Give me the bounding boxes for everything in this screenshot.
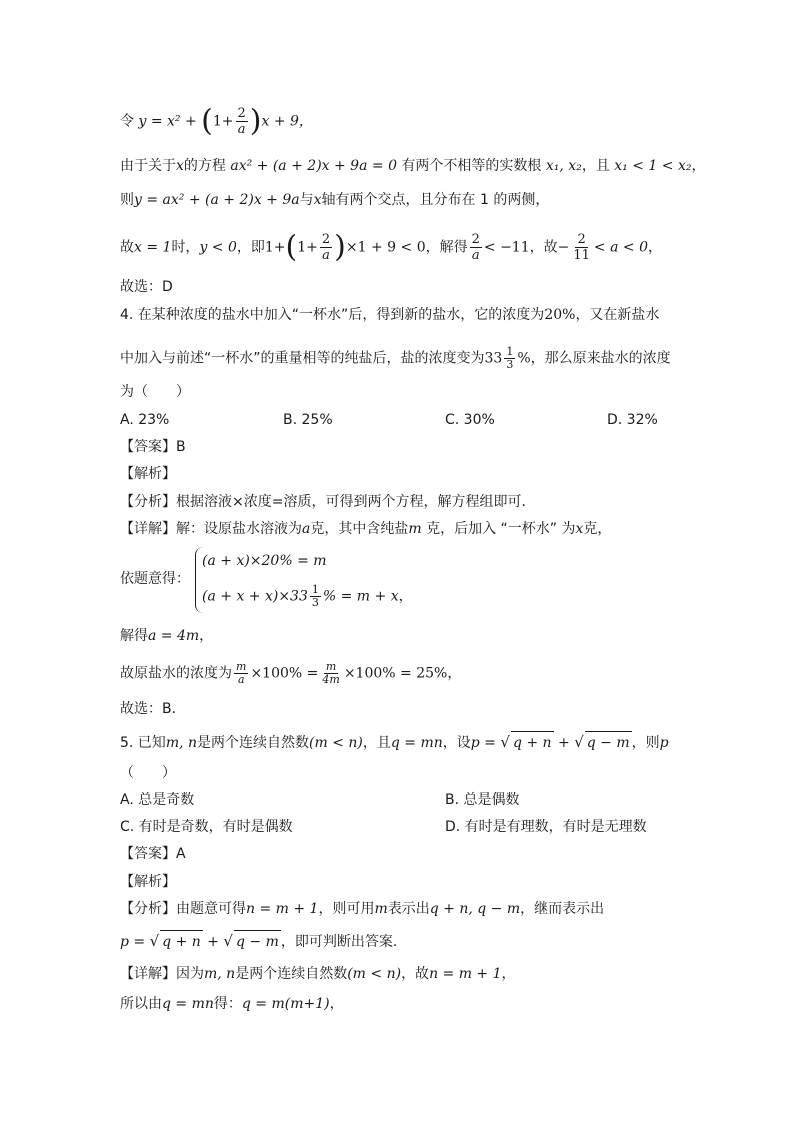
q5-option-d: D. 有时是有理数，有时是无理数	[445, 819, 647, 835]
q4-choose: 故选：B．	[120, 701, 186, 717]
q4-solve	[120, 625, 213, 647]
math-one: 1+	[297, 239, 318, 256]
paren-left: (	[201, 103, 213, 139]
sqrt-arg: q − m	[234, 930, 281, 953]
fraction: $\frac{1}{3}$	[311, 583, 319, 609]
text: 克，其中含纯盐	[310, 521, 409, 537]
q3-choose: 故选：D	[120, 279, 173, 295]
q3-equation-line	[120, 155, 705, 177]
text: 得：	[213, 996, 242, 1012]
text: ，	[501, 966, 516, 982]
math: y < 0	[199, 239, 237, 256]
text: 【详解】因为	[120, 966, 204, 982]
math: y = x² +	[138, 113, 202, 130]
q4-system-eq1	[202, 550, 327, 572]
q5-stem-line1	[120, 731, 669, 754]
q4-fenxi: 【分析】根据溶液×浓度=溶质，可得到两个方程，解方程组即可．	[120, 494, 536, 510]
fraction: $\frac{m}{a}$	[236, 660, 247, 686]
math: q + n, q − m	[429, 901, 521, 917]
text: 故原盐水的浓度为	[120, 665, 232, 682]
fraction: $\frac{2}{a}$	[237, 106, 246, 137]
math: 20%	[544, 307, 576, 323]
math: q = mn	[162, 996, 214, 1012]
q4-system-eq2	[202, 584, 413, 609]
paren-right: )	[249, 103, 262, 139]
text: ，设	[442, 735, 471, 751]
plus-sign: +	[202, 934, 224, 950]
q4-stem-line1	[120, 304, 659, 326]
q4-option-d: D. 32%	[607, 412, 658, 428]
text: ，即	[236, 239, 265, 256]
q4-stem-line3: 为（ ）	[120, 384, 190, 400]
plus-sign: +	[553, 735, 575, 751]
sqrt-arg: q + n	[511, 731, 554, 754]
math: %	[517, 350, 531, 367]
math: m	[408, 521, 422, 537]
text: ，故	[529, 239, 558, 256]
q4-option-c: C. 30%	[445, 412, 495, 428]
minus-sign: −	[557, 239, 570, 256]
text: ，故	[401, 966, 430, 982]
fraction: $\frac{1}{3}$	[506, 345, 514, 371]
math: < a < 0	[593, 239, 648, 256]
text: 中加入与前述“一杯水”的重量相等的纯盐后，盐的浓度变为	[120, 350, 485, 367]
text: 轴有两个交点，且分布在 1 的两侧，	[321, 192, 550, 208]
text: 则	[120, 192, 134, 208]
sqrt-sign: √	[223, 932, 233, 950]
text: 的方程	[183, 158, 226, 174]
text: ，	[447, 665, 462, 682]
text: ，	[398, 588, 413, 605]
text: 故	[120, 239, 134, 256]
q5-detail	[120, 963, 516, 985]
math: p	[659, 735, 669, 751]
math: n = m + 1	[429, 966, 502, 982]
fraction: $\frac{m}{4m}$	[322, 660, 340, 686]
q5-option-a: A. 总是奇数	[120, 792, 195, 808]
math: x	[313, 192, 322, 208]
text: ，即可判断出答案.	[280, 934, 398, 950]
math: (m < n)	[309, 735, 363, 751]
math: x = 1	[134, 239, 172, 256]
text: ，则	[631, 735, 660, 751]
q4-analysis-heading: 【解析】	[120, 466, 176, 482]
text: 令	[120, 113, 134, 130]
math: x	[176, 158, 184, 174]
math: m, n	[204, 966, 236, 982]
text: 所以由	[120, 996, 162, 1012]
math: (a + x)×20% = m	[202, 553, 327, 569]
text: 4. 在某种浓度的盐水中加入“一杯水”后，得到新的盐水，它的浓度为	[120, 307, 545, 323]
math: q = mn	[390, 735, 443, 751]
text: 是两个连续自然数	[197, 735, 310, 751]
text: 克，	[583, 521, 612, 537]
math: % = m + x	[322, 588, 399, 605]
math: ×1 + 9 < 0	[345, 239, 426, 256]
math: a	[302, 521, 311, 537]
text: ，	[691, 158, 706, 174]
q3-let-line	[120, 103, 313, 139]
text: 克，后加入 “一杯水” 为	[421, 521, 576, 537]
math: x + 9，	[261, 113, 313, 130]
text: ，则可用	[318, 901, 375, 917]
math: (m < n)	[347, 966, 402, 982]
q4-option-b: B. 25%	[283, 412, 333, 428]
math: x₁ < 1 < x₂	[614, 158, 692, 174]
q4-option-a: A. 23%	[120, 412, 170, 428]
text: ，	[329, 996, 344, 1012]
q4-answer: 【答案】B	[120, 439, 186, 455]
math: ×100% = 25%	[343, 665, 448, 682]
q5-last	[120, 993, 344, 1015]
math: 33	[484, 350, 503, 367]
text: ，解得	[425, 239, 468, 256]
math: (a + x + x)×33	[202, 588, 308, 605]
math: a = 4m	[148, 628, 200, 644]
fraction: $\frac{2}{a}$	[321, 232, 331, 263]
text: 与	[299, 192, 314, 208]
sqrt-sign: √	[149, 932, 160, 950]
sqrt-arg: q − m	[585, 731, 632, 754]
q5-answer: 【答案】A	[120, 846, 186, 862]
q5-stem-line2: （ ）	[120, 765, 176, 781]
math-one: 1+	[264, 239, 286, 256]
text: 是两个连续自然数	[235, 966, 348, 982]
math: m, n	[165, 735, 198, 751]
text: ，又在新盐水	[575, 307, 660, 323]
sqrt-sign: √	[574, 733, 584, 751]
text: ，且	[581, 158, 610, 174]
math: n = m + 1	[246, 901, 319, 917]
math: y = ax² + (a + 2)x + 9a	[134, 192, 300, 208]
text: 有两个不相等的实数根	[401, 158, 542, 174]
text: 【详解】解：设原盐水溶液为	[120, 521, 302, 537]
q5-fenxi	[120, 898, 604, 920]
q4-concentration	[120, 661, 461, 686]
q3-solve-line	[120, 229, 662, 265]
math: m	[374, 901, 388, 917]
q3-intersection-line	[120, 189, 549, 211]
text: 解得	[120, 628, 148, 644]
text: ，	[647, 239, 662, 256]
text: 表示出	[387, 901, 430, 917]
math-one: 1+	[212, 113, 234, 130]
text: ，继而表示出	[520, 901, 605, 917]
text: 时，	[171, 239, 200, 256]
text: 5. 已知	[120, 735, 166, 751]
math: x	[575, 521, 584, 537]
text: ，那么原来盐水的浓度	[530, 350, 671, 367]
sqrt-sign: √	[500, 733, 510, 751]
q4-detail	[120, 518, 611, 540]
math: p =	[470, 735, 496, 751]
fraction: $\frac{2}{11}$	[573, 232, 590, 263]
math: ax² + (a + 2)x + 9a = 0	[230, 158, 397, 174]
paren-right: )	[334, 229, 346, 265]
q5-option-c: C. 有时是奇数，有时是偶数	[120, 819, 293, 835]
q5-analysis-heading: 【解析】	[120, 874, 176, 890]
text: 由于关于	[120, 158, 176, 174]
paren-left: (	[285, 229, 298, 265]
q4-stem-line2	[120, 346, 671, 371]
math: ×100% =	[250, 665, 319, 682]
q4-system-label: 依题意得：	[120, 571, 190, 587]
fraction: $\frac{2}{a}$	[471, 232, 480, 263]
math: x₁, x₂	[545, 158, 582, 174]
text: 【分析】由题意可得	[120, 901, 246, 917]
math: p =	[120, 934, 146, 950]
q5-option-b: B. 总是偶数	[445, 792, 520, 808]
math: < −11	[483, 239, 530, 256]
text: ，	[199, 628, 214, 644]
q5-fenxi-line2	[120, 930, 397, 953]
math: q = m(m+1)	[241, 996, 330, 1012]
text: ，且	[362, 735, 391, 751]
sqrt-arg: q + n	[160, 930, 203, 953]
